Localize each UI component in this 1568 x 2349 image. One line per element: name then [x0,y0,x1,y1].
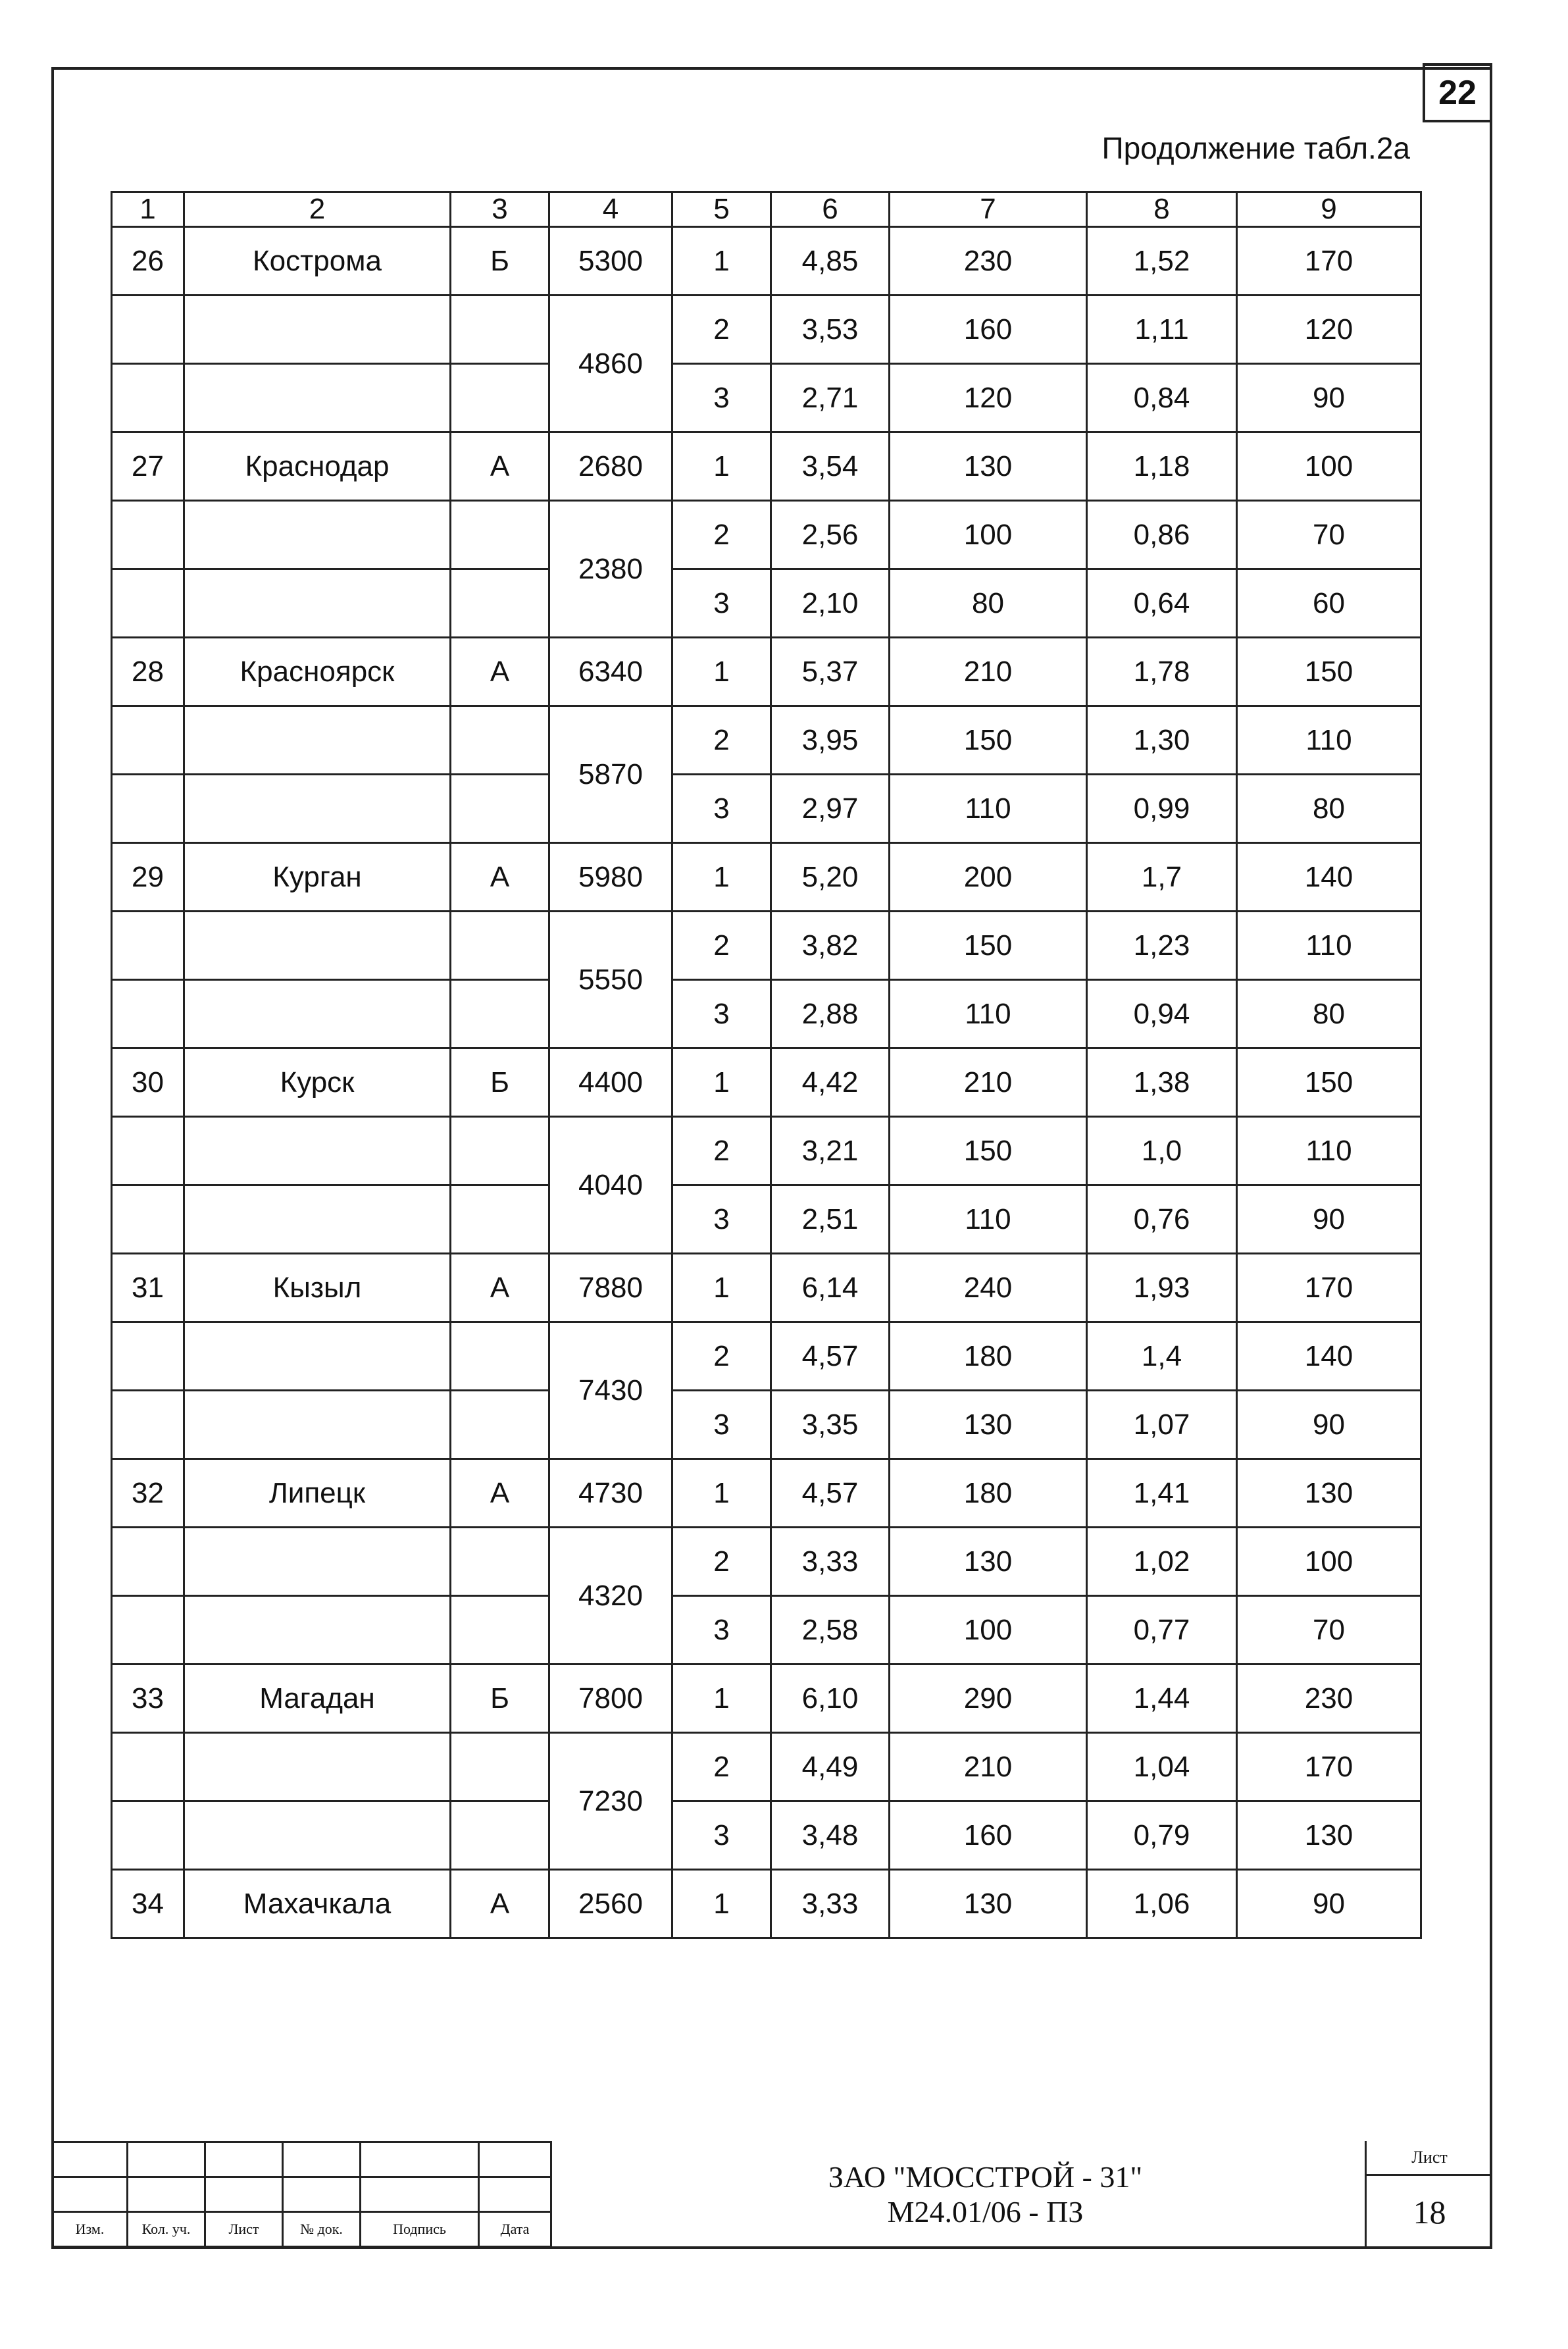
cell-number [112,706,184,775]
column-header: 5 [672,192,771,227]
cell-col4: 7880 [549,1254,672,1322]
cell-number [112,775,184,843]
cell-city [184,296,451,364]
cell-c7: 110 [890,1185,1087,1254]
cell-c7: 100 [890,1596,1087,1665]
cell-c6: 2,88 [771,980,890,1048]
cell-c8: 0,76 [1087,1185,1237,1254]
cell-zone: Б [451,1048,549,1117]
cell-zone [451,775,549,843]
cell-c5: 3 [672,1185,771,1254]
cell-col4: 5550 [549,912,672,1048]
cell-c7: 180 [890,1322,1087,1391]
cell-c7: 130 [890,432,1087,501]
cell-c5: 1 [672,1870,771,1938]
stamp-label: Лист [205,2212,283,2247]
sheet-number: 18 [1413,2194,1446,2231]
cell-c8: 1,18 [1087,432,1237,501]
cell-c7: 150 [890,706,1087,775]
cell-zone [451,1596,549,1665]
cell-city [184,569,451,638]
table-row [112,980,1421,1048]
cell-c5: 2 [672,1322,771,1391]
cell-c7: 160 [890,296,1087,364]
cell-c7: 210 [890,638,1087,706]
cell-c8: 1,4 [1087,1322,1237,1391]
cell-city: Липецк [184,1459,451,1528]
data-table [111,191,1422,1939]
cell-city [184,501,451,569]
cell-c8: 0,77 [1087,1596,1237,1665]
cell-c6: 4,57 [771,1322,890,1391]
cell-zone [451,1185,549,1254]
cell-c9: 110 [1237,912,1421,980]
cell-zone: А [451,1870,549,1938]
cell-c6: 2,51 [771,1185,890,1254]
cell-c6: 3,48 [771,1801,890,1870]
cell-col4: 4730 [549,1459,672,1528]
title-block-text [550,2141,1419,2249]
table-row [112,1254,1421,1322]
company-name: ЗАО "МОССТРОЙ - 31" [828,2160,1143,2194]
cell-col4: 7800 [549,1665,672,1733]
cell-number [112,364,184,432]
page-number: 22 [1423,63,1492,122]
cell-c6: 4,49 [771,1733,890,1801]
table-row [112,1870,1421,1938]
table-header-row [112,192,1421,227]
cell-c5: 3 [672,364,771,432]
cell-c6: 4,42 [771,1048,890,1117]
stamp-label: Кол. уч. [128,2212,205,2247]
cell-c6: 3,53 [771,296,890,364]
cell-city: Краснодар [184,432,451,501]
cell-number [112,1117,184,1185]
table-row [112,1596,1421,1665]
cell-city [184,706,451,775]
table-row [112,706,1421,775]
cell-number [112,296,184,364]
cell-col4: 5300 [549,227,672,296]
cell-c7: 150 [890,1117,1087,1185]
table-row [112,569,1421,638]
column-header: 1 [112,192,184,227]
cell-zone: А [451,432,549,501]
cell-c9: 100 [1237,1528,1421,1596]
cell-c8: 1,07 [1087,1391,1237,1459]
cell-c7: 150 [890,912,1087,980]
cell-col4: 5870 [549,706,672,843]
table-row [112,775,1421,843]
cell-c5: 3 [672,569,771,638]
table-row [112,1665,1421,1733]
cell-c5: 2 [672,706,771,775]
cell-city: Магадан [184,1665,451,1733]
cell-c8: 1,04 [1087,1733,1237,1801]
cell-c7: 210 [890,1048,1087,1117]
stamp-label: Изм. [53,2212,128,2247]
stamp-label: Подпись [361,2212,479,2247]
cell-zone [451,296,549,364]
cell-c5: 2 [672,1117,771,1185]
cell-c8: 1,41 [1087,1459,1237,1528]
cell-zone [451,1528,549,1596]
cell-c7: 290 [890,1665,1087,1733]
cell-c7: 110 [890,775,1087,843]
cell-c5: 2 [672,1733,771,1801]
cell-c7: 200 [890,843,1087,912]
cell-c5: 3 [672,775,771,843]
cell-c6: 6,14 [771,1254,890,1322]
cell-c6: 5,20 [771,843,890,912]
cell-c5: 2 [672,912,771,980]
cell-c5: 3 [672,1391,771,1459]
cell-col4: 4320 [549,1528,672,1665]
cell-number: 28 [112,638,184,706]
cell-c6: 3,33 [771,1870,890,1938]
cell-zone [451,1801,549,1870]
cell-zone [451,1322,549,1391]
cell-c5: 2 [672,296,771,364]
cell-city [184,1733,451,1801]
cell-number [112,1391,184,1459]
cell-c9: 170 [1237,1733,1421,1801]
table-row [112,227,1421,296]
cell-col4: 2680 [549,432,672,501]
cell-number: 34 [112,1870,184,1938]
cell-c9: 60 [1237,569,1421,638]
table-row [112,432,1421,501]
cell-city [184,1528,451,1596]
cell-c8: 0,94 [1087,980,1237,1048]
cell-c5: 1 [672,227,771,296]
table-row [112,1322,1421,1391]
cell-c8: 0,84 [1087,364,1237,432]
cell-c7: 230 [890,227,1087,296]
cell-city [184,1391,451,1459]
table-row [112,1459,1421,1528]
cell-c8: 0,79 [1087,1801,1237,1870]
cell-c7: 120 [890,364,1087,432]
cell-c9: 170 [1237,227,1421,296]
cell-c7: 210 [890,1733,1087,1801]
cell-c9: 140 [1237,1322,1421,1391]
cell-number: 31 [112,1254,184,1322]
cell-c8: 1,06 [1087,1870,1237,1938]
cell-number: 27 [112,432,184,501]
cell-c6: 2,10 [771,569,890,638]
cell-city: Кострома [184,227,451,296]
cell-c8: 1,23 [1087,912,1237,980]
cell-zone: Б [451,1665,549,1733]
cell-c6: 2,97 [771,775,890,843]
table-row [112,1733,1421,1801]
cell-c6: 2,58 [771,1596,890,1665]
cell-c5: 2 [672,1528,771,1596]
cell-city: Красноярск [184,638,451,706]
stamp-label: Дата [479,2212,551,2247]
cell-c6: 3,35 [771,1391,890,1459]
cell-c6: 4,85 [771,227,890,296]
column-header: 9 [1237,192,1421,227]
document-code: М24.01/06 - ПЗ [887,2195,1084,2229]
cell-c9: 170 [1237,1254,1421,1322]
cell-col4: 4040 [549,1117,672,1254]
cell-c9: 90 [1237,364,1421,432]
cell-zone [451,1733,549,1801]
cell-city [184,1322,451,1391]
table-row [112,1048,1421,1117]
cell-c8: 0,99 [1087,775,1237,843]
column-header: 2 [184,192,451,227]
cell-col4: 5980 [549,843,672,912]
cell-c7: 100 [890,501,1087,569]
cell-c9: 120 [1237,296,1421,364]
cell-c5: 1 [672,1048,771,1117]
cell-c9: 90 [1237,1185,1421,1254]
title-block [51,2141,1492,2249]
cell-c9: 80 [1237,775,1421,843]
cell-city: Махачкала [184,1870,451,1938]
cell-zone [451,569,549,638]
cell-number [112,1733,184,1801]
table-row [112,1117,1421,1185]
cell-c7: 130 [890,1391,1087,1459]
cell-c8: 1,7 [1087,843,1237,912]
cell-c9: 140 [1237,843,1421,912]
cell-number [112,980,184,1048]
cell-city [184,1185,451,1254]
cell-zone [451,912,549,980]
table-row [112,638,1421,706]
table-row [112,501,1421,569]
cell-zone [451,706,549,775]
cell-city [184,775,451,843]
cell-col4: 2560 [549,1870,672,1938]
cell-col4: 2380 [549,501,672,638]
cell-c6: 3,21 [771,1117,890,1185]
cell-city [184,364,451,432]
cell-c6: 4,57 [771,1459,890,1528]
cell-c9: 70 [1237,1596,1421,1665]
cell-col4: 4860 [549,296,672,432]
cell-c9: 110 [1237,706,1421,775]
cell-c8: 1,52 [1087,227,1237,296]
cell-c9: 100 [1237,432,1421,501]
revision-grid [51,2141,552,2248]
cell-c8: 1,11 [1087,296,1237,364]
cell-number: 33 [112,1665,184,1733]
table-row [112,912,1421,980]
cell-zone [451,364,549,432]
cell-city [184,1596,451,1665]
column-header: 6 [771,192,890,227]
cell-c9: 80 [1237,980,1421,1048]
cell-col4: 4400 [549,1048,672,1117]
cell-c6: 2,56 [771,501,890,569]
cell-c7: 160 [890,1801,1087,1870]
cell-c6: 3,54 [771,432,890,501]
cell-number [112,1185,184,1254]
cell-c8: 1,78 [1087,638,1237,706]
cell-c9: 130 [1237,1801,1421,1870]
cell-city: Кызыл [184,1254,451,1322]
cell-number [112,1528,184,1596]
cell-c6: 2,71 [771,364,890,432]
cell-c5: 3 [672,980,771,1048]
cell-col4: 7430 [549,1322,672,1459]
cell-c7: 110 [890,980,1087,1048]
table-row [112,843,1421,912]
cell-c5: 1 [672,1254,771,1322]
column-header: 3 [451,192,549,227]
cell-c7: 240 [890,1254,1087,1322]
cell-c7: 80 [890,569,1087,638]
cell-col4: 6340 [549,638,672,706]
cell-zone: А [451,638,549,706]
cell-zone: А [451,843,549,912]
cell-c5: 3 [672,1801,771,1870]
cell-zone [451,980,549,1048]
sheet-box [1365,2141,1492,2249]
cell-c5: 1 [672,1459,771,1528]
cell-zone: А [451,1254,549,1322]
table-row [112,1801,1421,1870]
column-header: 4 [549,192,672,227]
cell-c6: 3,95 [771,706,890,775]
cell-c9: 110 [1237,1117,1421,1185]
cell-c8: 1,30 [1087,706,1237,775]
cell-city [184,1117,451,1185]
cell-number [112,1801,184,1870]
table-row [112,1391,1421,1459]
sheet-label: Лист [1367,2141,1492,2176]
cell-city: Курск [184,1048,451,1117]
cell-city [184,980,451,1048]
cell-c7: 130 [890,1870,1087,1938]
cell-number: 29 [112,843,184,912]
table-row [112,364,1421,432]
cell-c6: 3,82 [771,912,890,980]
cell-city [184,912,451,980]
cell-c8: 1,0 [1087,1117,1237,1185]
cell-number [112,912,184,980]
cell-c6: 5,37 [771,638,890,706]
cell-c5: 2 [672,501,771,569]
cell-number: 26 [112,227,184,296]
cell-city [184,1801,451,1870]
cell-c5: 1 [672,1665,771,1733]
cell-c7: 130 [890,1528,1087,1596]
cell-zone [451,501,549,569]
cell-col4: 7230 [549,1733,672,1870]
table-row [112,1528,1421,1596]
cell-number [112,1596,184,1665]
cell-c6: 3,33 [771,1528,890,1596]
cell-number [112,569,184,638]
cell-c5: 1 [672,432,771,501]
column-header: 7 [890,192,1087,227]
cell-zone [451,1117,549,1185]
cell-zone: А [451,1459,549,1528]
cell-number: 32 [112,1459,184,1528]
cell-zone: Б [451,227,549,296]
cell-c5: 3 [672,1596,771,1665]
column-header: 8 [1087,192,1237,227]
cell-c9: 90 [1237,1391,1421,1459]
cell-number [112,1322,184,1391]
cell-c5: 1 [672,843,771,912]
cell-c9: 130 [1237,1459,1421,1528]
cell-c8: 1,38 [1087,1048,1237,1117]
cell-c8: 1,93 [1087,1254,1237,1322]
stamp-label: № док. [283,2212,361,2247]
cell-c9: 150 [1237,638,1421,706]
cell-c7: 180 [890,1459,1087,1528]
cell-c8: 1,02 [1087,1528,1237,1596]
cell-c9: 90 [1237,1870,1421,1938]
cell-c9: 230 [1237,1665,1421,1733]
cell-c8: 1,44 [1087,1665,1237,1733]
cell-c9: 150 [1237,1048,1421,1117]
cell-c5: 1 [672,638,771,706]
cell-c8: 0,64 [1087,569,1237,638]
cell-c6: 6,10 [771,1665,890,1733]
table-row [112,1185,1421,1254]
cell-number: 30 [112,1048,184,1117]
cell-zone [451,1391,549,1459]
table-row [112,296,1421,364]
cell-city: Курган [184,843,451,912]
cell-c8: 0,86 [1087,501,1237,569]
table-caption: Продолжение табл.2а [1101,131,1410,165]
cell-c9: 70 [1237,501,1421,569]
cell-number [112,501,184,569]
